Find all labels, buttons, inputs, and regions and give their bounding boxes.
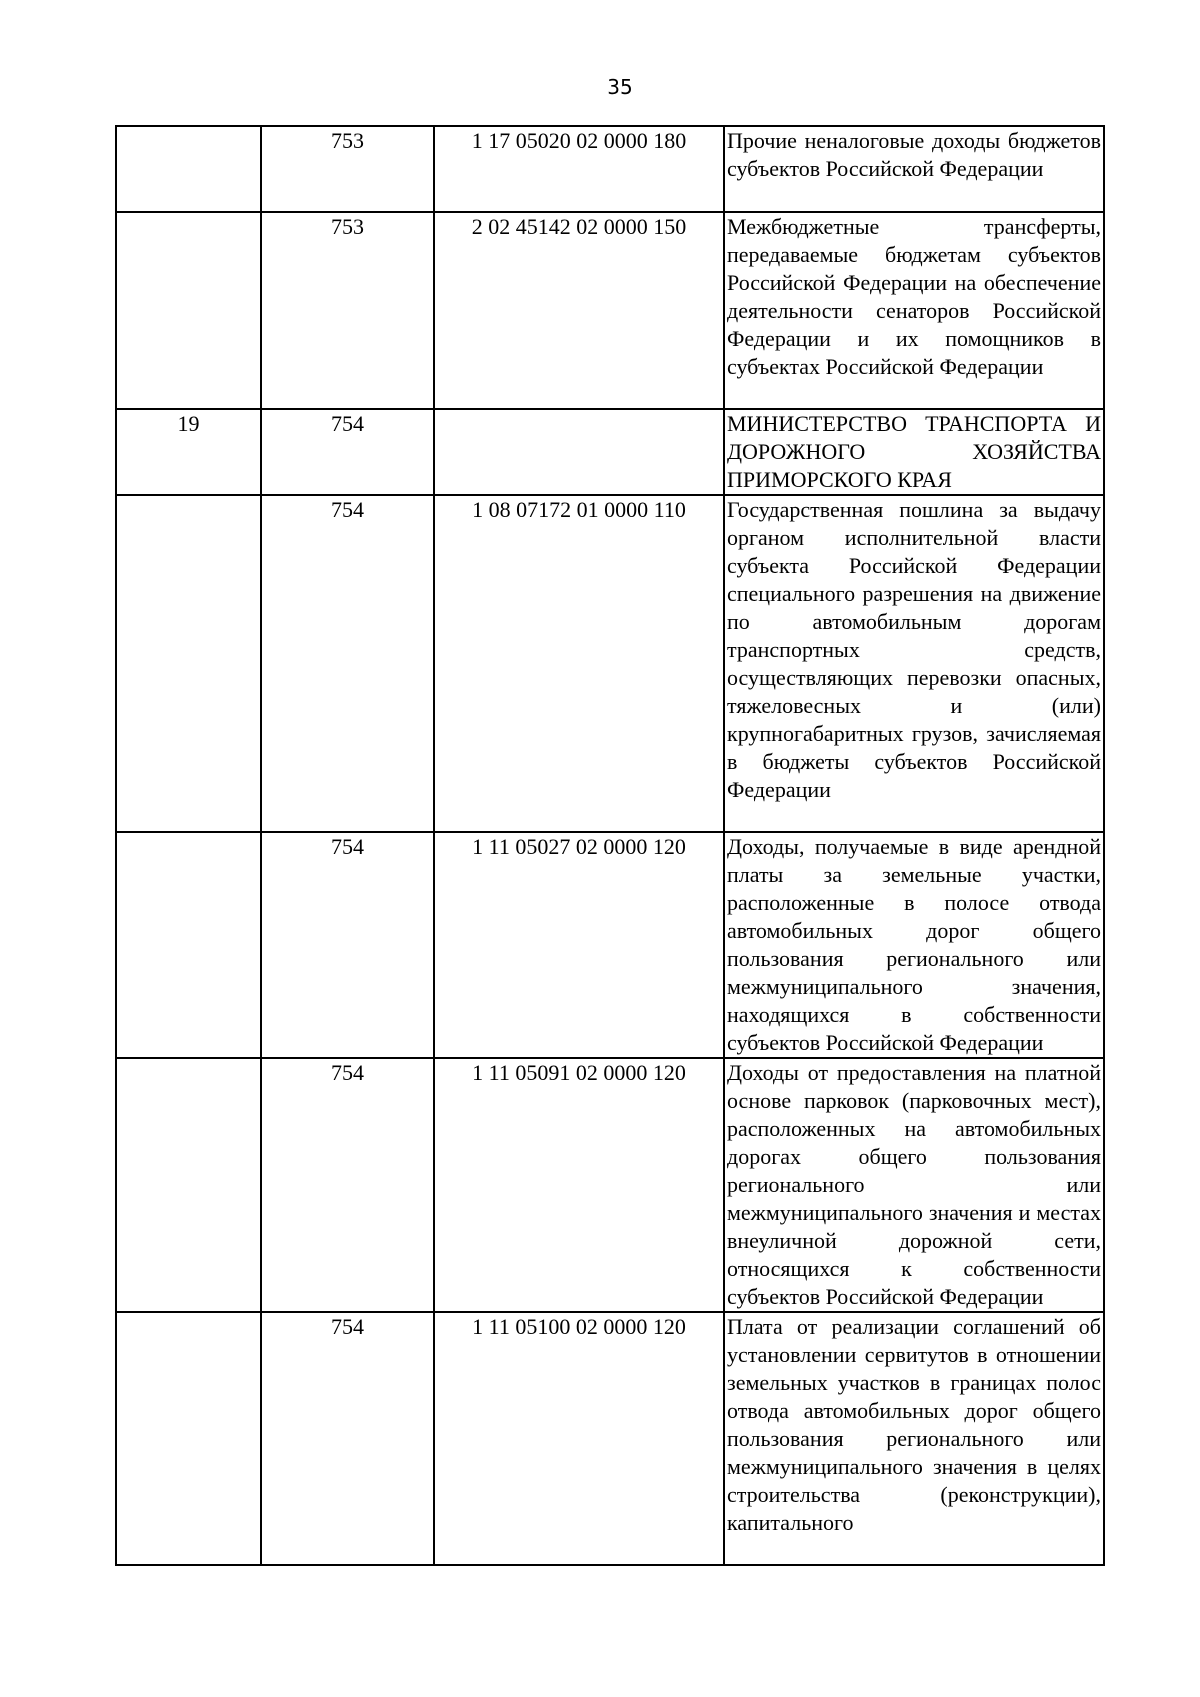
administrator-code-cell: 754 [261, 832, 434, 1058]
table-row [116, 832, 1104, 1058]
revenue-code-cell: 1 08 07172 01 0000 110 [434, 495, 724, 832]
table-row [116, 126, 1104, 212]
administrator-code-cell: 754 [261, 1312, 434, 1565]
row-number-cell [116, 212, 261, 409]
table-row [116, 212, 1104, 409]
table-row [116, 409, 1104, 495]
revenue-code-cell: 1 11 05027 02 0000 120 [434, 832, 724, 1058]
revenue-name-cell: Государственная пошлина за выдачу органом исполнительной власти субъекта Российской Федерации специального разрешения на движение по автомобильным дорогам транспортных средств, осуществляющих перевозки опасных, тяжеловесных и (или) крупногабаритных грузов, зачисляемая в бюджеты субъектов Российской Федерации [724, 495, 1104, 832]
administrator-code-cell: 754 [261, 495, 434, 832]
row-number-cell [116, 832, 261, 1058]
page-number: 35 [607, 75, 633, 99]
administrator-code-cell: 753 [261, 212, 434, 409]
row-number-cell [116, 1312, 261, 1565]
revenue-name-cell: Плата от реализации соглашений об установлении сервитутов в отношении земельных участков в границах полос отвода автомобильных дорог общего пользования регионального или межмуниципального значения в целях строительства (реконструкции), капитального [724, 1312, 1104, 1565]
administrator-code-cell: 754 [261, 409, 434, 495]
table-row [116, 1058, 1104, 1312]
row-number-cell: 19 [116, 409, 261, 495]
revenue-code-cell [434, 409, 724, 495]
revenue-name-cell: Прочие неналоговые доходы бюджетов субъектов Российской Федерации [724, 126, 1104, 212]
revenue-codes-table [115, 125, 1105, 1566]
revenue-name-cell: Доходы, получаемые в виде арендной платы за земельные участки, расположенные в полосе отвода автомобильных дорог общего пользования регионального или межмуниципального значения, находящихся в собственности субъектов Российской Федерации [724, 832, 1104, 1058]
revenue-name-cell: Доходы от предоставления на платной основе парковок (парковочных мест), расположенных на автомобильных дорогах общего пользования регионального или межмуниципального значения и местах внеуличной дорожной сети, относящихся к собственности субъектов Российской Федерации [724, 1058, 1104, 1312]
administrator-code-cell: 753 [261, 126, 434, 212]
revenue-code-cell: 1 11 05091 02 0000 120 [434, 1058, 724, 1312]
revenue-code-cell: 2 02 45142 02 0000 150 [434, 212, 724, 409]
row-number-cell [116, 495, 261, 832]
table-row [116, 495, 1104, 832]
table-row [116, 1312, 1104, 1565]
row-number-cell [116, 126, 261, 212]
revenue-code-cell: 1 17 05020 02 0000 180 [434, 126, 724, 212]
administrator-code-cell: 754 [261, 1058, 434, 1312]
revenue-code-cell: 1 11 05100 02 0000 120 [434, 1312, 724, 1565]
revenue-name-cell: Межбюджетные трансферты, передаваемые бюджетам субъектов Российской Федерации на обеспечение деятельности сенаторов Российской Федерации и их помощников в субъектах Российской Федерации [724, 212, 1104, 409]
ministry-name-cell: МИНИСТЕРСТВО ТРАНСПОРТА И ДОРОЖНОГО ХОЗЯЙСТВА ПРИМОРСКОГО КРАЯ [724, 409, 1104, 495]
row-number-cell [116, 1058, 261, 1312]
